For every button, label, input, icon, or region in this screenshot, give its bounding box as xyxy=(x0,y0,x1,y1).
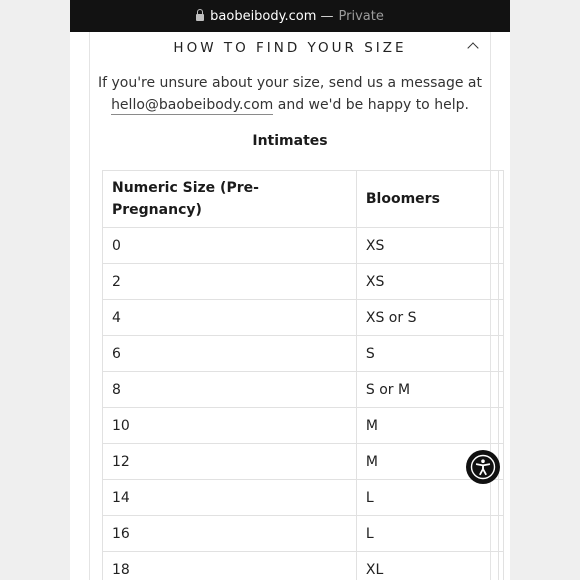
numeric-size-cell: 14 xyxy=(103,480,357,516)
table-row xyxy=(103,372,504,408)
bloomers-cell: L xyxy=(356,516,498,552)
numeric-size-cell: 12 xyxy=(103,444,357,480)
table-row xyxy=(103,516,504,552)
numeric-size-cell: 10 xyxy=(103,408,357,444)
bloomers-cell: M xyxy=(356,408,498,444)
help-text xyxy=(70,72,510,116)
accessibility-figure-icon xyxy=(470,454,496,480)
numeric-size-cell: 16 xyxy=(103,516,357,552)
table-row xyxy=(103,300,504,336)
url-separator: — xyxy=(320,8,334,24)
table-row xyxy=(103,228,504,264)
numeric-size-cell: 18 xyxy=(103,552,357,580)
table-row xyxy=(103,552,504,580)
accessibility-icon[interactable] xyxy=(466,450,500,484)
private-mode-label: Private xyxy=(338,8,384,24)
bloomers-cell: M xyxy=(356,444,498,480)
numeric-size-cell: 2 xyxy=(103,264,357,300)
header-numeric-size: Numeric Size (Pre-Pregnancy) xyxy=(103,171,357,228)
cut-off-cell xyxy=(499,516,504,552)
size-table xyxy=(102,170,504,580)
header-bloomers: Bloomers xyxy=(356,171,498,228)
bloomers-cell: XS xyxy=(356,264,498,300)
header-cut-off xyxy=(499,171,504,228)
bloomers-cell: XS or S xyxy=(356,300,498,336)
numeric-size-cell: 6 xyxy=(103,336,357,372)
phone-screen xyxy=(70,0,510,580)
table-row xyxy=(103,264,504,300)
lock-icon xyxy=(196,14,204,21)
bloomers-cell: XL xyxy=(356,552,498,580)
help-line-2: and we'd be happy to help. xyxy=(273,97,469,113)
size-guide-title[interactable]: HOW TO FIND YOUR SIZE xyxy=(173,40,407,56)
bloomers-cell: S xyxy=(356,336,498,372)
browser-address-bar[interactable] xyxy=(70,0,510,32)
table-header-row xyxy=(103,171,504,228)
email-link[interactable]: hello@baobeibody.com xyxy=(111,97,274,113)
cut-off-cell xyxy=(499,552,504,580)
cut-off-cell xyxy=(499,336,504,372)
cut-off-cell xyxy=(499,372,504,408)
cut-off-cell xyxy=(499,408,504,444)
bloomers-cell: L xyxy=(356,480,498,516)
table-row xyxy=(103,336,504,372)
numeric-size-cell: 8 xyxy=(103,372,357,408)
right-margin xyxy=(510,0,580,580)
url-domain: baobeibody.com xyxy=(210,8,317,24)
bloomers-cell: XS xyxy=(356,228,498,264)
cut-off-cell xyxy=(499,228,504,264)
table-row xyxy=(103,444,504,480)
page-content xyxy=(70,32,510,580)
left-margin xyxy=(0,0,70,580)
cut-off-cell xyxy=(499,300,504,336)
bloomers-cell: S or M xyxy=(356,372,498,408)
intimates-heading: Intimates xyxy=(252,133,328,149)
numeric-size-cell: 0 xyxy=(103,228,357,264)
cut-off-cell xyxy=(499,264,504,300)
cut-off-cell xyxy=(499,480,504,516)
cut-off-cell xyxy=(499,444,504,480)
numeric-size-cell: 4 xyxy=(103,300,357,336)
table-row xyxy=(103,480,504,516)
help-line-1: If you're unsure about your size, send us a message at xyxy=(97,75,483,91)
table-row xyxy=(103,408,504,444)
